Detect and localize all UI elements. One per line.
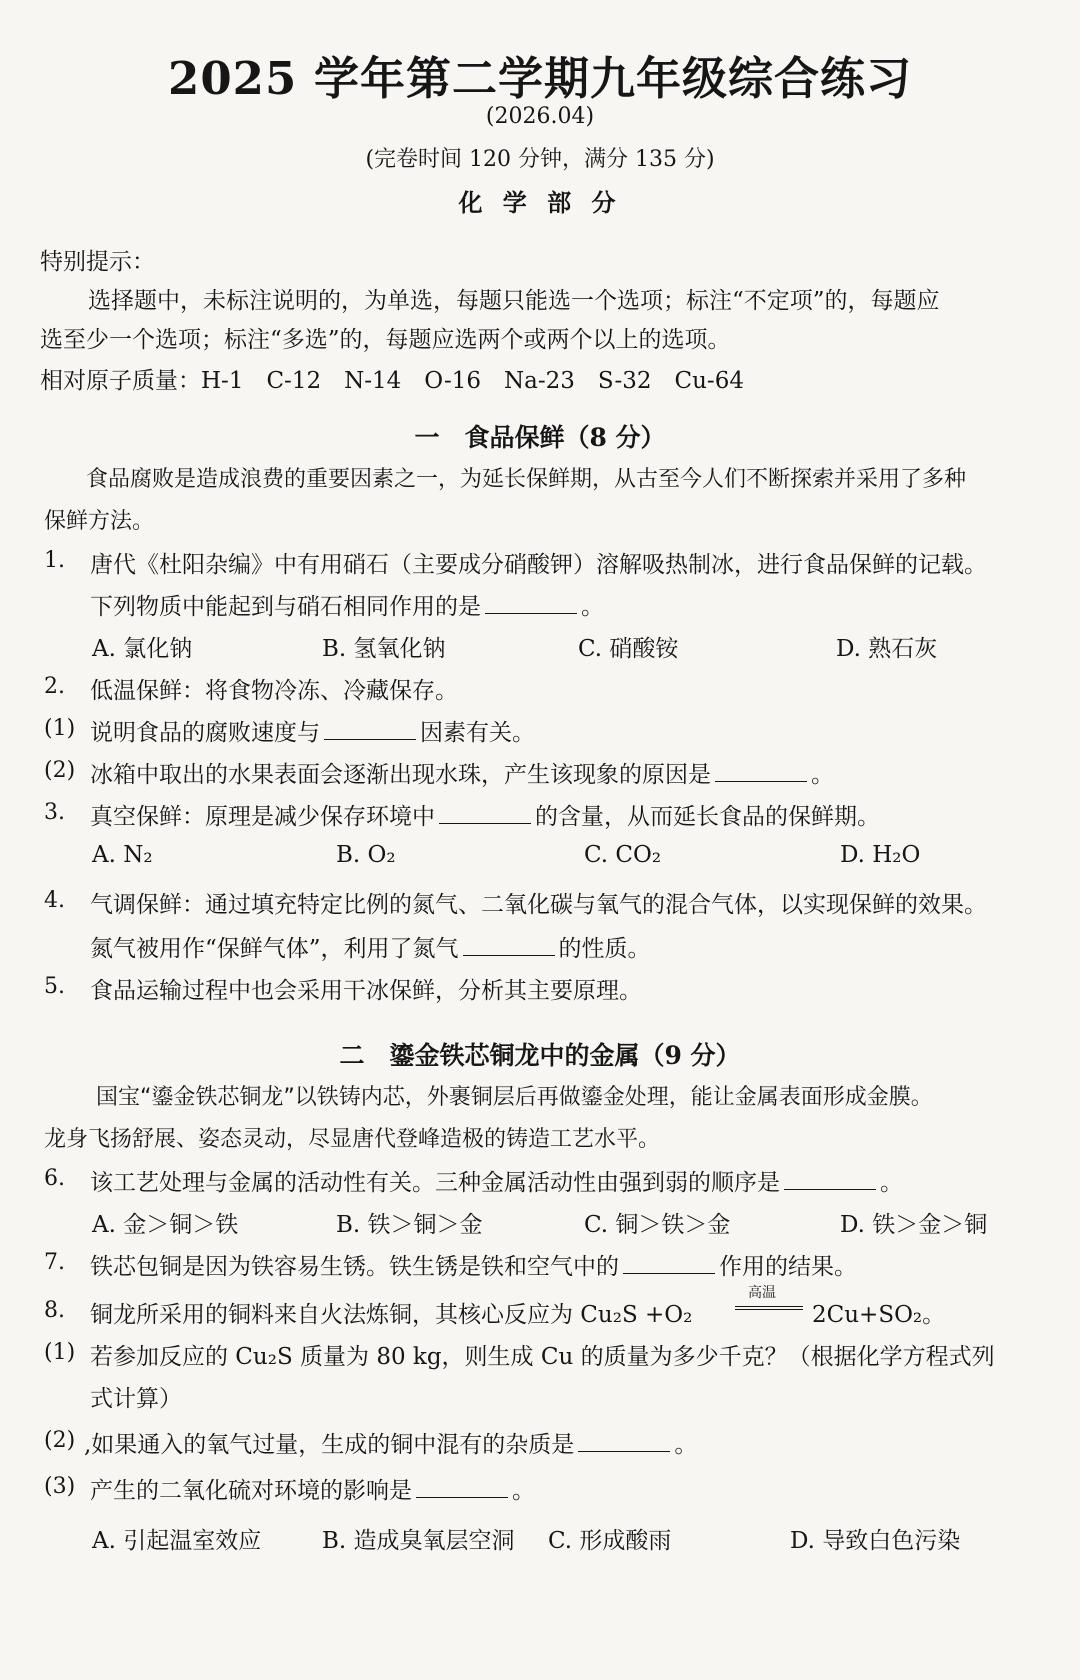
q4-line-2-post: 的性质。 xyxy=(558,936,651,962)
section-1-heading: 一 食品保鲜（8 分） xyxy=(414,423,666,452)
q3-text xyxy=(90,798,880,831)
q1-option-c: C. 硝酸铵 xyxy=(578,636,679,662)
q8-sub3 xyxy=(90,1472,535,1505)
q6-number: 6. xyxy=(44,1166,65,1191)
q2-sub2-end: 。 xyxy=(811,762,834,788)
q1-option-b: B. 氢氧化钠 xyxy=(322,636,446,662)
q1-line-2-text: 下列物质中能起到与硝石相同作用的是 xyxy=(90,594,481,620)
q8-sub2 xyxy=(84,1426,697,1459)
section-2-intro-2: 龙身飞扬舒展、姿态灵动，尽显唐代登峰造极的铸造工艺水平。 xyxy=(44,1127,661,1152)
q7-answer-blank[interactable] xyxy=(623,1272,715,1274)
q4-line-1: 气调保鲜：通过填充特定比例的氮气、二氧化碳与氧气的混合气体，以实现保鲜的效果。 xyxy=(90,892,987,918)
q8-sub2-blank[interactable] xyxy=(578,1450,670,1452)
section-2-heading: 二 鎏金铁芯铜龙中的金属（9 分） xyxy=(339,1041,741,1070)
q2-sub2 xyxy=(90,756,834,789)
section-1-intro-2: 保鲜方法。 xyxy=(44,509,155,534)
q4-number: 4. xyxy=(44,888,65,913)
q2-sub1-blank[interactable] xyxy=(324,738,416,740)
q1-answer-blank[interactable] xyxy=(485,612,577,614)
section-1-intro-1: 食品腐败是造成浪费的重要因素之一，为延长保鲜期，从古至今人们不断探索并采用了多种 xyxy=(86,467,967,492)
q7-text xyxy=(90,1248,857,1281)
q8-equation-text: 铜龙所采用的铜料来自火法炼铜，其核心反应为 Cu₂S +O₂ xyxy=(90,1302,693,1328)
q8-sub2-number: (2) xyxy=(44,1428,76,1453)
q7-text-post: 作用的结果。 xyxy=(719,1254,857,1280)
q8-sub2-end: 。 xyxy=(674,1432,698,1458)
q1-option-d: D. 熟石灰 xyxy=(836,636,938,662)
q3-option-c: C. CO₂ xyxy=(584,842,662,868)
q1-line-2 xyxy=(90,588,604,621)
q8-sub1-line-1: 若参加反应的 Cu₂S 质量为 80 kg，则生成 Cu 的质量为多少千克？（根据化学方程式列 xyxy=(90,1344,995,1370)
part-title: 化 学 部 分 xyxy=(458,188,622,217)
q8-sub2-text: ,如果通入的氧气过量，生成的铜中混有的杂质是 xyxy=(84,1432,575,1458)
q7-number: 7. xyxy=(44,1250,65,1275)
notice-line-2: 选至少一个选项；标注“多选”的，每题应选两个或两个以上的选项。 xyxy=(40,327,731,353)
exam-info: (完卷时间 120 分钟，满分 135 分) xyxy=(365,147,715,172)
q3-option-a: A. N₂ xyxy=(92,842,153,868)
q8-sub3-text: 产生的二氧化硫对环境的影响是 xyxy=(90,1478,412,1504)
q1-number: 1. xyxy=(44,548,65,573)
q5-text: 食品运输过程中也会采用干冰保鲜，分析其主要原理。 xyxy=(90,978,642,1004)
q3-option-d: D. H₂O xyxy=(840,842,921,868)
q6-answer-blank[interactable] xyxy=(784,1188,876,1190)
q2-sub1-text: 说明食品的腐败速度与 xyxy=(90,720,320,746)
q6-option-c: C. 铜＞铁＞金 xyxy=(584,1212,731,1238)
q8-sub3-number: (3) xyxy=(44,1474,76,1499)
q8-option-c: C. 形成酸雨 xyxy=(548,1528,672,1554)
q8-sub3-blank[interactable] xyxy=(416,1496,508,1498)
q3-option-b: B. O₂ xyxy=(336,842,396,868)
exam-date: (2026.04) xyxy=(485,104,595,129)
q5-number: 5. xyxy=(44,974,65,999)
q8-option-d: D. 导致白色污染 xyxy=(790,1528,961,1554)
q2-sub2-text: 冰箱中取出的水果表面会逐渐出现水珠，产生该现象的原因是 xyxy=(90,762,711,788)
q8-number: 8. xyxy=(44,1298,65,1323)
q3-text-post: 的含量，从而延长食品的保鲜期。 xyxy=(535,804,880,830)
q2-sub1-number: (1) xyxy=(44,716,76,741)
notice-label: 特别提示： xyxy=(40,249,155,275)
atomic-mass: 相对原子质量：H-1 C-12 N-14 O-16 Na-23 S-32 Cu-64 xyxy=(40,368,744,394)
q2-sub1-end: 因素有关。 xyxy=(420,720,535,746)
q6-text-pre: 该工艺处理与金属的活动性有关。三种金属活动性由强到弱的顺序是 xyxy=(90,1170,780,1196)
q3-answer-blank[interactable] xyxy=(439,822,531,824)
reaction-arrow xyxy=(735,1306,803,1310)
exam-title: 2025 学年第二学期九年级综合练习 xyxy=(168,52,912,105)
q1-line-1: 唐代《杜阳杂编》中有用硝石（主要成分硝酸钾）溶解吸热制冰，进行食品保鲜的记载。 xyxy=(90,552,987,578)
q3-number: 3. xyxy=(44,800,65,825)
section-2-intro-1: 国宝“鎏金铁芯铜龙”以铁铸内芯，外裹铜层后再做鎏金处理，能让金属表面形成金膜。 xyxy=(96,1085,933,1110)
q6-text xyxy=(90,1164,903,1197)
reaction-condition: 高温 xyxy=(748,1285,776,1301)
q2-number: 2. xyxy=(44,674,65,699)
q2-sub1 xyxy=(90,714,535,747)
q1-option-a: A. 氯化钠 xyxy=(92,636,193,662)
q4-answer-blank[interactable] xyxy=(463,954,555,956)
q3-text-pre: 真空保鲜：原理是减少保存环境中 xyxy=(90,804,435,830)
q1-line-2-end: 。 xyxy=(581,594,604,620)
q8-sub1-line-2: 式计算） xyxy=(90,1386,182,1412)
q8-option-a: A. 引起温室效应 xyxy=(92,1528,262,1554)
q6-option-b: B. 铁＞铜＞金 xyxy=(336,1212,483,1238)
q4-line-2 xyxy=(90,930,651,963)
q7-text-pre: 铁芯包铜是因为铁容易生锈。铁生锈是铁和空气中的 xyxy=(90,1254,619,1280)
q8-sub3-end: 。 xyxy=(512,1478,535,1504)
q2-text: 低温保鲜：将食物冷冻、冷藏保存。 xyxy=(90,678,458,704)
q8-option-b: B. 造成臭氧层空洞 xyxy=(322,1528,515,1554)
q8-equation-products: 2Cu+SO₂。 xyxy=(812,1302,946,1328)
q6-option-a: A. 金＞铜＞铁 xyxy=(92,1212,239,1238)
q2-sub2-number: (2) xyxy=(44,758,76,783)
q4-line-2-pre: 氮气被用作“保鲜气体”，利用了氮气 xyxy=(90,936,459,962)
q8-sub1-number: (1) xyxy=(44,1340,76,1365)
notice-line-1: 选择题中，未标注说明的，为单选，每题只能选一个选项；标注“不定项”的，每题应 xyxy=(88,288,940,314)
q6-text-post: 。 xyxy=(880,1170,903,1196)
q6-option-d: D. 铁＞金＞铜 xyxy=(840,1212,988,1238)
q2-sub2-blank[interactable] xyxy=(715,780,807,782)
